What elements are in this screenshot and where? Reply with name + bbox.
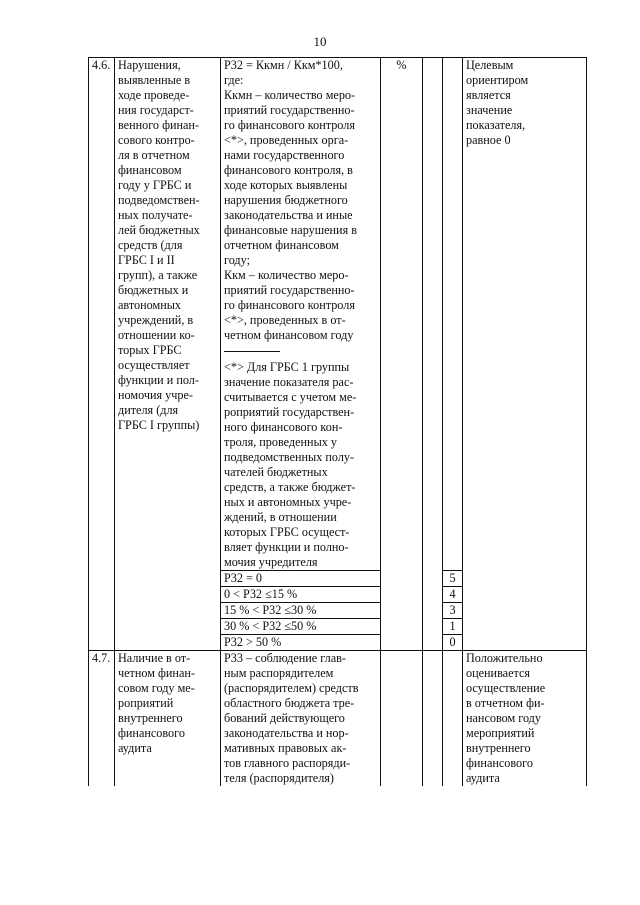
formula-line: где:: [224, 73, 244, 87]
note-line: нансовом году: [466, 711, 541, 725]
indicator-name-line: ля в отчетном: [118, 148, 190, 162]
row-number: 4.6.: [92, 58, 111, 72]
table-row-4-7: [89, 651, 587, 787]
formula-line: Р32 = Ккмн / Ккм*100,: [224, 58, 343, 72]
indicator-name-line: ходе проведе-: [118, 88, 190, 102]
formula-line: законодательства и нор-: [224, 726, 349, 740]
formula-line: Ккм – количество меро-: [224, 268, 349, 282]
footnote-line: вляет функции и полно-: [224, 540, 349, 554]
footnote-line: подведомственных полу-: [224, 450, 355, 464]
indicator-name-line: отношении ко-: [118, 328, 195, 342]
formula-line: нарушения бюджетного: [224, 193, 348, 207]
formula-line: приятий государственно-: [224, 283, 355, 297]
indicator-name-line: внутреннего: [118, 711, 183, 725]
note-line: показателя,: [466, 118, 526, 132]
indicator-name-line: подведомствен-: [118, 193, 200, 207]
row-number-cell: [89, 651, 115, 787]
score-points: 3: [443, 603, 463, 619]
footnote-separator: [224, 351, 280, 352]
footnote-line: мочия учредителя: [224, 555, 318, 569]
formula-line: нами государственного: [224, 148, 345, 162]
footnote-line: средств, а также бюджет-: [224, 480, 356, 494]
note-line: Целевым: [466, 58, 514, 72]
formula-line: тов главного распоряди-: [224, 756, 351, 770]
footnote-line: троля, проведенных у: [224, 435, 338, 449]
formula-line: областного бюджета тре-: [224, 696, 355, 710]
indicators-table: [88, 57, 587, 786]
indicator-name: [118, 651, 217, 756]
note-line: значение: [466, 103, 513, 117]
note-line: Положительно: [466, 651, 543, 665]
formula-line: финансового контроля, в: [224, 163, 353, 177]
indicator-name-line: совом году ме-: [118, 681, 195, 695]
note-line: равное 0: [466, 133, 511, 147]
indicator-name-line: Наличие в от-: [118, 651, 191, 665]
indicator-name-line: функции и пол-: [118, 373, 199, 387]
indicator-name-line: автономных: [118, 298, 182, 312]
indicator-name-line: ГРБС I группы): [118, 418, 200, 432]
score-points: 0: [443, 635, 463, 651]
score-condition: 30 % < Р32 ≤50 %: [221, 619, 381, 635]
footnote: [224, 360, 377, 570]
formula-line: финансовые нарушения в: [224, 223, 357, 237]
indicator-name-line: финансовом: [118, 163, 182, 177]
page-number: 10: [313, 34, 327, 49]
row-number-cell: [89, 58, 115, 651]
note-line: осуществление: [466, 681, 546, 695]
formula-line: ным распорядителем: [224, 666, 334, 680]
note-line: аудита: [466, 771, 500, 785]
points-cell: [443, 58, 463, 571]
indicator-name-line: дителя (для: [118, 403, 179, 417]
formula-line: <*>, проведенных в от-: [224, 313, 346, 327]
footnote-line: значение показателя рас-: [224, 375, 354, 389]
indicator-name-line: торых ГРБС: [118, 343, 182, 357]
indicator-name-line: осуществляет: [118, 358, 190, 372]
empty-cell: [423, 58, 443, 651]
note-line: в отчетном фи-: [466, 696, 545, 710]
footnote-line: чателей бюджетных: [224, 465, 328, 479]
score-condition: 0 < Р32 ≤15 %: [221, 587, 381, 603]
indicator-name: [118, 58, 217, 433]
indicator-name-line: роприятий: [118, 696, 174, 710]
footnote-line: роприятий государствен-: [224, 405, 355, 419]
formula-line: Ккмн – количество меро-: [224, 88, 356, 102]
footnote-line: ного финансового кон-: [224, 420, 343, 434]
indicator-name-line: ных получате-: [118, 208, 193, 222]
indicator-name-line: средств (для: [118, 238, 183, 252]
formula-line: (распорядителем) средств: [224, 681, 359, 695]
formula-line: отчетном финансовом: [224, 238, 339, 252]
indicator-name-line: ния государст-: [118, 103, 194, 117]
points-cell: [443, 651, 463, 787]
score-condition: 15 % < Р32 ≤30 %: [221, 603, 381, 619]
formula-cell: [221, 651, 381, 787]
indicator-name-line: групп), а также: [118, 268, 198, 282]
indicator-name-line: аудита: [118, 741, 152, 755]
score-points: 4: [443, 587, 463, 603]
note-cell: [463, 58, 587, 651]
indicator-name-cell: [115, 58, 221, 651]
note-line: финансового: [466, 756, 533, 770]
indicator-note: [466, 651, 583, 786]
unit: %: [396, 58, 407, 72]
note-line: ориентиром: [466, 73, 529, 87]
formula-line: теля (распорядителя): [224, 771, 334, 785]
formula-line: Р33 – соблюдение глав-: [224, 651, 346, 665]
indicator-name-line: Нарушения,: [118, 58, 181, 72]
formula-line: го финансового контроля: [224, 298, 355, 312]
formula-line: мативных правовых ак-: [224, 741, 347, 755]
indicator-note: [466, 58, 583, 148]
formula-line: <*>, проведенных орга-: [224, 133, 349, 147]
indicator-name-line: номочия учре-: [118, 388, 193, 402]
footnote-line: считывается с учетом ме-: [224, 390, 357, 404]
indicator-name-line: сового контро-: [118, 133, 195, 147]
footnote-line: ждений, в отношении: [224, 510, 337, 524]
unit-cell: [381, 58, 423, 651]
note-line: мероприятий: [466, 726, 535, 740]
score-points: 5: [443, 571, 463, 587]
table-row-4-6: [89, 58, 587, 571]
indicator-name-line: лей бюджетных: [118, 223, 200, 237]
score-condition: Р32 = 0: [221, 571, 381, 587]
footnote-line: которых ГРБС осущест-: [224, 525, 350, 539]
indicator-name-line: выявленные в: [118, 73, 191, 87]
indicator-name-line: году у ГРБС и: [118, 178, 192, 192]
note-cell: [463, 651, 587, 787]
indicator-name-line: ГРБС I и II: [118, 253, 175, 267]
note-line: оценивается: [466, 666, 530, 680]
score-points: 1: [443, 619, 463, 635]
note-line: внутреннего: [466, 741, 531, 755]
formula-line: ходе которых выявлены: [224, 178, 348, 192]
empty-cell: [423, 651, 443, 787]
indicator-formula: [224, 651, 377, 786]
formula-line: го финансового контроля: [224, 118, 355, 132]
indicator-name-cell: [115, 651, 221, 787]
indicator-name-line: венного финан-: [118, 118, 199, 132]
indicator-name-line: бюджетных и: [118, 283, 189, 297]
unit-cell: [381, 651, 423, 787]
formula-line: законодательства и иные: [224, 208, 353, 222]
formula-line: бований действующего: [224, 711, 345, 725]
indicator-name-line: учреждений, в: [118, 313, 194, 327]
footnote-line: ных и автономных учре-: [224, 495, 352, 509]
footnote-line: <*> Для ГРБС 1 группы: [224, 360, 350, 374]
formula-line: четном финансовом году: [224, 328, 354, 342]
indicator-formula: [224, 58, 377, 343]
indicator-name-line: четном финан-: [118, 666, 195, 680]
formula-cell: [221, 58, 381, 571]
note-line: является: [466, 88, 511, 102]
formula-line: году;: [224, 253, 250, 267]
score-condition: Р32 > 50 %: [221, 635, 381, 651]
formula-line: приятий государственно-: [224, 103, 355, 117]
row-number: 4.7.: [92, 651, 111, 665]
indicator-name-line: финансового: [118, 726, 185, 740]
